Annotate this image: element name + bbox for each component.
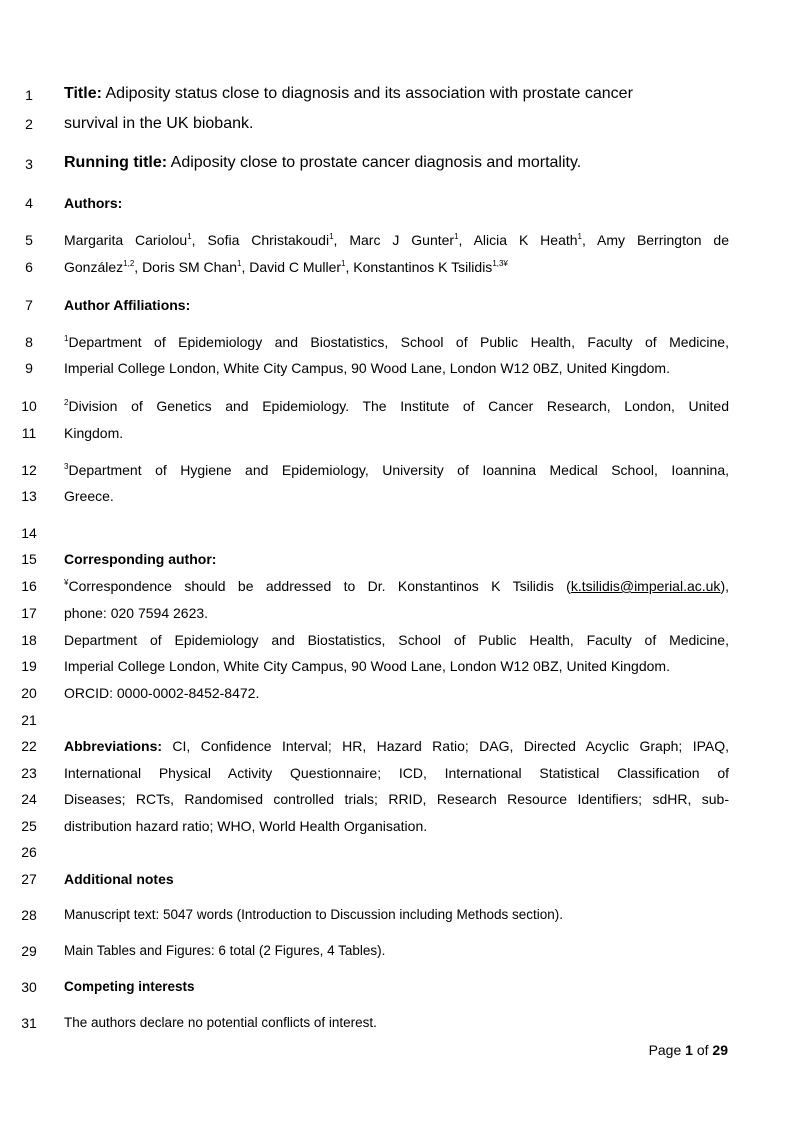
corresponding-line-1 — [64, 577, 729, 595]
corresponding-heading-text: Corresponding author: — [64, 551, 217, 567]
author-name: Doris SM Chan — [142, 259, 237, 275]
line-number: 23 — [21, 765, 37, 781]
line-number: 15 — [21, 551, 37, 567]
author-separator: , — [241, 259, 246, 275]
author-affiliation: 1 — [454, 232, 459, 241]
line-number: 2 — [25, 116, 33, 132]
author-name: Marc J Gunter — [349, 232, 455, 248]
line-number: 6 — [25, 259, 33, 275]
line-number: 29 — [21, 943, 37, 959]
line-number: 26 — [21, 844, 37, 860]
author-name: Amy Berrington de — [597, 232, 730, 248]
line-number: 24 — [21, 791, 37, 807]
abbreviations-line-4: distribution hazard ratio; WHO, World Health Organisation. — [64, 818, 428, 834]
author-name: Margarita Cariolou — [64, 232, 188, 248]
additional-notes-heading-text: Additional notes — [64, 871, 174, 887]
author-separator: , — [582, 232, 586, 248]
running-title-text: Adiposity close to prostate cancer diagnosis and mortality. — [170, 154, 582, 171]
affiliation-text: Division of Genetics and Epidemiology. The Institute of Cancer Research, London, United — [68, 398, 729, 414]
corresponding-heading — [64, 550, 729, 568]
page-footer — [649, 1041, 728, 1059]
affiliation-text: Department of Epidemiology and Biostatistics, School of Public Health, Faculty of Medicine, — [68, 334, 729, 350]
abbreviations-text: CI, Confidence Interval; HR, Hazard Ratio; DAG, Directed Acyclic Graph; IPAQ, — [172, 738, 729, 754]
authors-heading — [64, 194, 729, 212]
competing-interests-text: The authors declare no potential conflicts of interest. — [64, 1015, 377, 1030]
corresponding-phone: phone: 020 7594 2623. — [64, 605, 209, 621]
affiliations-heading-text: Author Affiliations: — [64, 297, 191, 313]
abbreviations-line-3: Diseases; RCTs, Randomised controlled trials; RRID, Research Resource Identifiers; sdHR, sub- — [64, 791, 729, 807]
corresponding-symbol: ¥ — [64, 578, 69, 587]
affiliation-2-line-1 — [64, 397, 729, 415]
affiliation-3-line-2: Greece. — [64, 488, 114, 504]
line-number: 17 — [21, 605, 37, 621]
authors-line-2 — [64, 258, 729, 276]
line-number: 31 — [21, 1015, 37, 1031]
current-page-number: 1 — [685, 1042, 693, 1058]
abbreviations-line-2: International Physical Activity Questionnaire; ICD, International Statistical Classification of — [64, 765, 729, 781]
line-number: 4 — [25, 195, 33, 211]
affiliations-heading — [64, 296, 729, 314]
line-number: 10 — [21, 398, 37, 414]
affiliation-number: 2 — [64, 398, 69, 407]
author-separator: , — [134, 259, 139, 275]
author-name: Alicia K Heath — [473, 232, 578, 248]
line-number: 3 — [25, 156, 33, 172]
author-name: Konstantinos K Tsilidis — [353, 259, 493, 275]
author-affiliation: 1 — [341, 259, 346, 268]
line-number: 28 — [21, 907, 37, 923]
footer-prefix: Page — [648, 1042, 682, 1058]
running-title-label: Running title: — [64, 154, 168, 171]
manuscript-word-count: Manuscript text: 5047 words (Introduction to Discussion including Methods section). — [64, 907, 563, 922]
email-link[interactable]: k.tsilidis@imperial.ac.uk — [570, 578, 721, 594]
affiliation-3-line-1 — [64, 461, 729, 479]
author-name: David C Muller — [249, 259, 342, 275]
title-text: Adiposity status close to diagnosis and its association with prostate cancer — [105, 85, 633, 102]
competing-interests-heading — [64, 978, 729, 996]
tables-figures-count: Main Tables and Figures: 6 total (2 Figures, 4 Tables). — [64, 943, 386, 958]
author-separator: , — [333, 232, 338, 248]
author-affiliation: 1 — [236, 259, 242, 268]
line-number: 7 — [25, 297, 33, 313]
line-number: 25 — [21, 818, 37, 834]
line-number: 18 — [21, 632, 37, 648]
corresponding-orcid: ORCID: 0000-0002-8452-8472. — [64, 685, 260, 701]
author-separator: , — [345, 259, 350, 275]
corresponding-intro-end: ), — [720, 578, 729, 594]
line-number: 9 — [25, 360, 33, 376]
line-number: 21 — [21, 712, 37, 728]
total-pages: 29 — [712, 1042, 728, 1058]
author-name: González — [64, 259, 124, 275]
line-number: 19 — [21, 658, 37, 674]
author-affiliation: 1 — [187, 232, 192, 241]
line-number: 30 — [21, 979, 37, 995]
author-separator: , — [191, 232, 196, 248]
corresponding-intro: Correspondence should be addressed to Dr. Konstantinos K Tsilidis ( — [68, 578, 571, 594]
line-number: 8 — [25, 334, 33, 350]
author-name: Sofia Christakoudi — [207, 232, 330, 248]
line-number: 13 — [21, 488, 37, 504]
title-label: Title: — [64, 85, 102, 102]
corresponding-address-1: Department of Epidemiology and Biostatistics, School of Public Health, Faculty of Medicine, — [64, 632, 729, 648]
title-line-1 — [64, 84, 729, 104]
competing-interests-heading-text: Competing interests — [64, 979, 195, 994]
running-title — [64, 153, 729, 173]
authors-line-1 — [64, 231, 729, 249]
line-number: 20 — [21, 685, 37, 701]
corresponding-address-2: Imperial College London, White City Campus, 90 Wood Lane, London W12 0BZ, United Kingdom. — [64, 658, 670, 674]
line-number: 27 — [21, 871, 37, 887]
author-separator: , — [458, 232, 463, 248]
abbreviations-line-1 — [64, 737, 729, 755]
author-affiliation: 1,3¥ — [492, 259, 508, 268]
abbreviations-label: Abbreviations: — [64, 738, 163, 754]
line-number: 14 — [21, 525, 37, 541]
affiliation-text: Department of Hygiene and Epidemiology, University of Ioannina Medical School, Ioannina, — [68, 462, 729, 478]
author-affiliation: 1 — [329, 232, 334, 241]
line-number: 5 — [25, 232, 33, 248]
line-number: 11 — [21, 425, 37, 441]
line-number: 16 — [21, 578, 37, 594]
affiliation-number: 3 — [64, 462, 69, 471]
authors-heading-text: Authors: — [64, 195, 123, 211]
author-affiliation: 1 — [577, 232, 582, 241]
line-number: 1 — [25, 87, 33, 103]
footer-of: of — [696, 1042, 709, 1058]
line-number: 12 — [21, 462, 37, 478]
line-number: 22 — [21, 738, 37, 754]
affiliation-2-line-2: Kingdom. — [64, 425, 124, 441]
author-affiliation: 1,2 — [123, 259, 135, 268]
title-line-2: survival in the UK biobank. — [64, 115, 254, 132]
affiliation-1-line-1 — [64, 333, 729, 351]
additional-notes-heading — [64, 870, 729, 888]
affiliation-number: 1 — [64, 334, 69, 343]
affiliation-1-line-2: Imperial College London, White City Campus, 90 Wood Lane, London W12 0BZ, United Kingdom. — [64, 360, 670, 376]
